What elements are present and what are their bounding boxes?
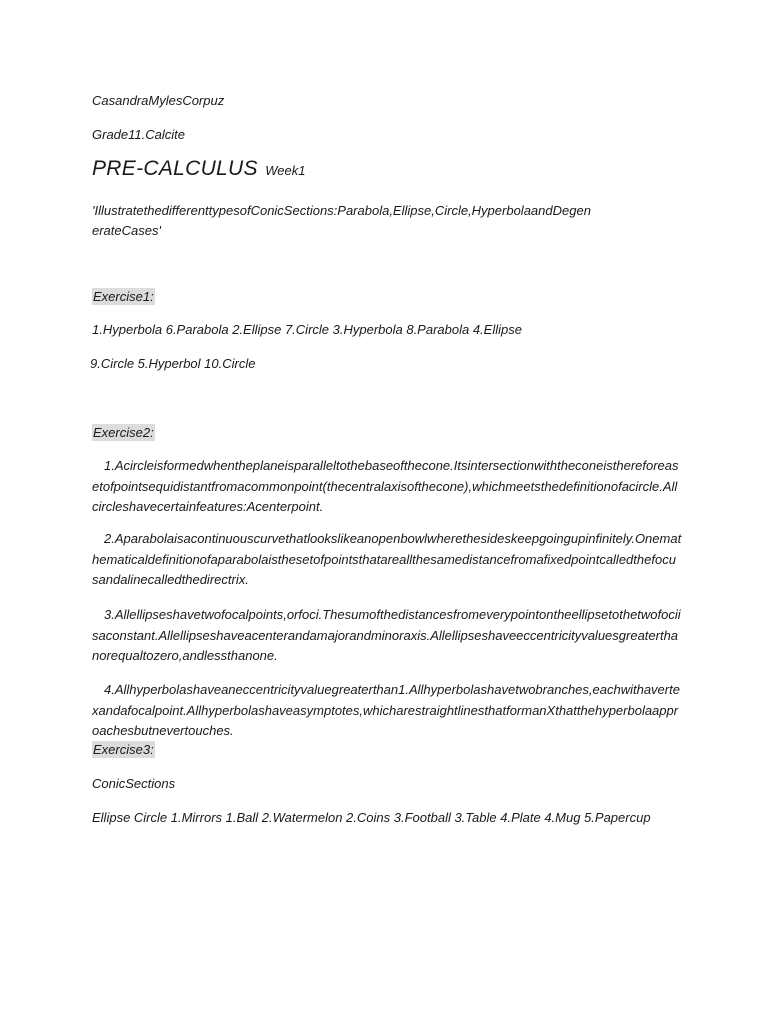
- exercise2-heading-text: Exercise2:: [93, 425, 154, 440]
- title-main: PRE-CALCULUS: [92, 157, 258, 180]
- exercise3-heading-text: Exercise3:: [93, 742, 154, 757]
- exercise2-paragraph-2: [92, 529, 682, 591]
- exercise2-paragraph-3-text: 3.Allellipseshavetwofocalpoints,orfoci.Thesumofthedistancesfromeverypointontheellipsetoth​etwofociisaconstant.Allellipseshaveacenterandamajorandminoraxis.Allellipseshaveeccentricity​valuesgreaterthanorequaltozero,andlessthanone.: [92, 607, 681, 663]
- exercise3-heading: [92, 740, 155, 760]
- exercise1-answers-line2: 9.Circle 5.Hyperbol 10.Circle: [90, 356, 256, 371]
- exercise2-paragraph-4-text: 4.Allhyperbolashaveaneccentricityvaluegreaterthan1.Allhyperbolashavetwobranches,eachwi​thavertexandafocalpoint.Allhyperbolashaveasymptotes,whicharestraightlinesthatformanXthatth​ehyperbolaapproachesbutnevertouches.: [92, 682, 680, 738]
- exercise2-paragraph-4: [92, 680, 682, 742]
- exercise3-answers: Ellipse Circle 1.Mirrors 1.Ball 2.Watermelon 2.Coins 3.Football 3.Table 4.Plate 4.Mug 5.Papercup: [92, 810, 651, 825]
- exercise2-paragraph-3: [92, 605, 682, 667]
- exercise1-answers-line1: 1.Hyperbola 6.Parabola 2.Ellipse 7.Circle 3.Hyperbola 8.Parabola 4.Ellipse: [92, 322, 522, 337]
- exercise1-heading-text: Exercise1:: [93, 289, 154, 304]
- grade-section: Grade11.Calcite: [92, 127, 185, 142]
- page-title: [92, 157, 306, 181]
- title-sub: Week1: [265, 163, 306, 178]
- exercise2-paragraph-1: [92, 456, 682, 518]
- exercise2-paragraph-2-text: 2.Aparabolaisacontinuouscurvethatlookslikeanopenbowlwherethesideskeepgoingupinfinitely.​Onemathematicaldefinitionofaparabolaisthesetofpointsthatareallthesamedistancefromafixedpoi​ntcalledthefocusandalinecalledthedirectrix.: [92, 531, 682, 587]
- instruction-line-2: erateCases': [92, 223, 161, 238]
- exercise2-paragraph-1-text: 1.Acircleisformedwhentheplaneisparalleltothebaseofthecone.Itsintersectionwiththeconeistherefore​asetofpointsequidistantfromacommonpoint(thecentralaxisofthecone),whichmeetsthed​efinitionofacircle.Allcircleshavecertainfeatures:Acenterpoint.: [92, 458, 679, 514]
- exercise1-heading: [92, 287, 155, 307]
- author-name: CasandraMylesCorpuz: [92, 93, 225, 108]
- exercise3-subheading: ConicSections: [92, 776, 176, 791]
- exercise2-heading: [92, 423, 155, 443]
- instruction-line-1: 'IllustratethedifferenttypesofConicSections:Parabola,Ellipse,Circle,HyperbolaandDegen: [92, 203, 591, 218]
